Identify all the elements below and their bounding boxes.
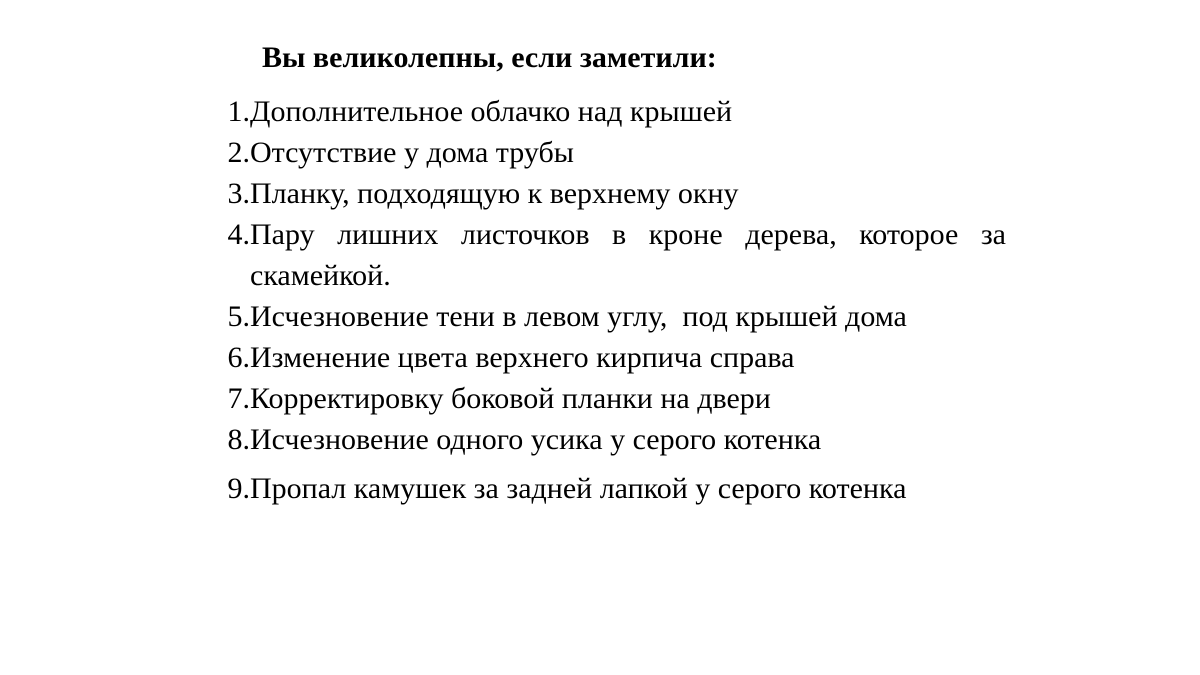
list-item (210, 91, 1006, 132)
list-item-text: Пропал камушек за задней лапкой у серого котенка (250, 472, 907, 505)
list-item-number: 9. (227, 472, 250, 505)
list-item-number: 4. (227, 218, 250, 251)
list-item (210, 378, 1006, 419)
list-item-number: 2. (227, 136, 250, 169)
list-item-text: Дополнительное облачко над крышей (250, 95, 733, 128)
list-item (210, 419, 1006, 460)
list-item (210, 214, 1006, 296)
list-item-text: Исчезновение тени в левом углу, под крышей дома (250, 300, 907, 333)
list-item (210, 468, 1006, 509)
differences-list (210, 91, 1006, 509)
list-item-number: 7. (227, 382, 250, 415)
list-item-text: Изменение цвета верхнего кирпича справа (250, 341, 795, 374)
list-item-text: Отсутствие у дома трубы (250, 136, 574, 169)
slide-title: Вы великолепны, если заметили: (262, 41, 717, 74)
list-item (210, 132, 1006, 173)
list-item-number: 6. (227, 341, 250, 374)
list-item-text: Планку, подходящую к верхнему окну (250, 177, 739, 210)
list-item-number: 5. (227, 300, 250, 333)
list-item (210, 296, 1006, 337)
list-item-number: 8. (227, 423, 250, 456)
list-item (210, 173, 1006, 214)
list-item-text: Корректировку боковой планки на двери (250, 382, 771, 415)
list-item-number: 1. (227, 95, 250, 128)
list-item-text: Пару лишних листочков в кроне дерева, которое за скамейкой. (250, 218, 1006, 292)
list-item-number: 3. (227, 177, 250, 210)
list-item (210, 337, 1006, 378)
list-item-text: Исчезновение одного усика у серого котенка (250, 423, 822, 456)
